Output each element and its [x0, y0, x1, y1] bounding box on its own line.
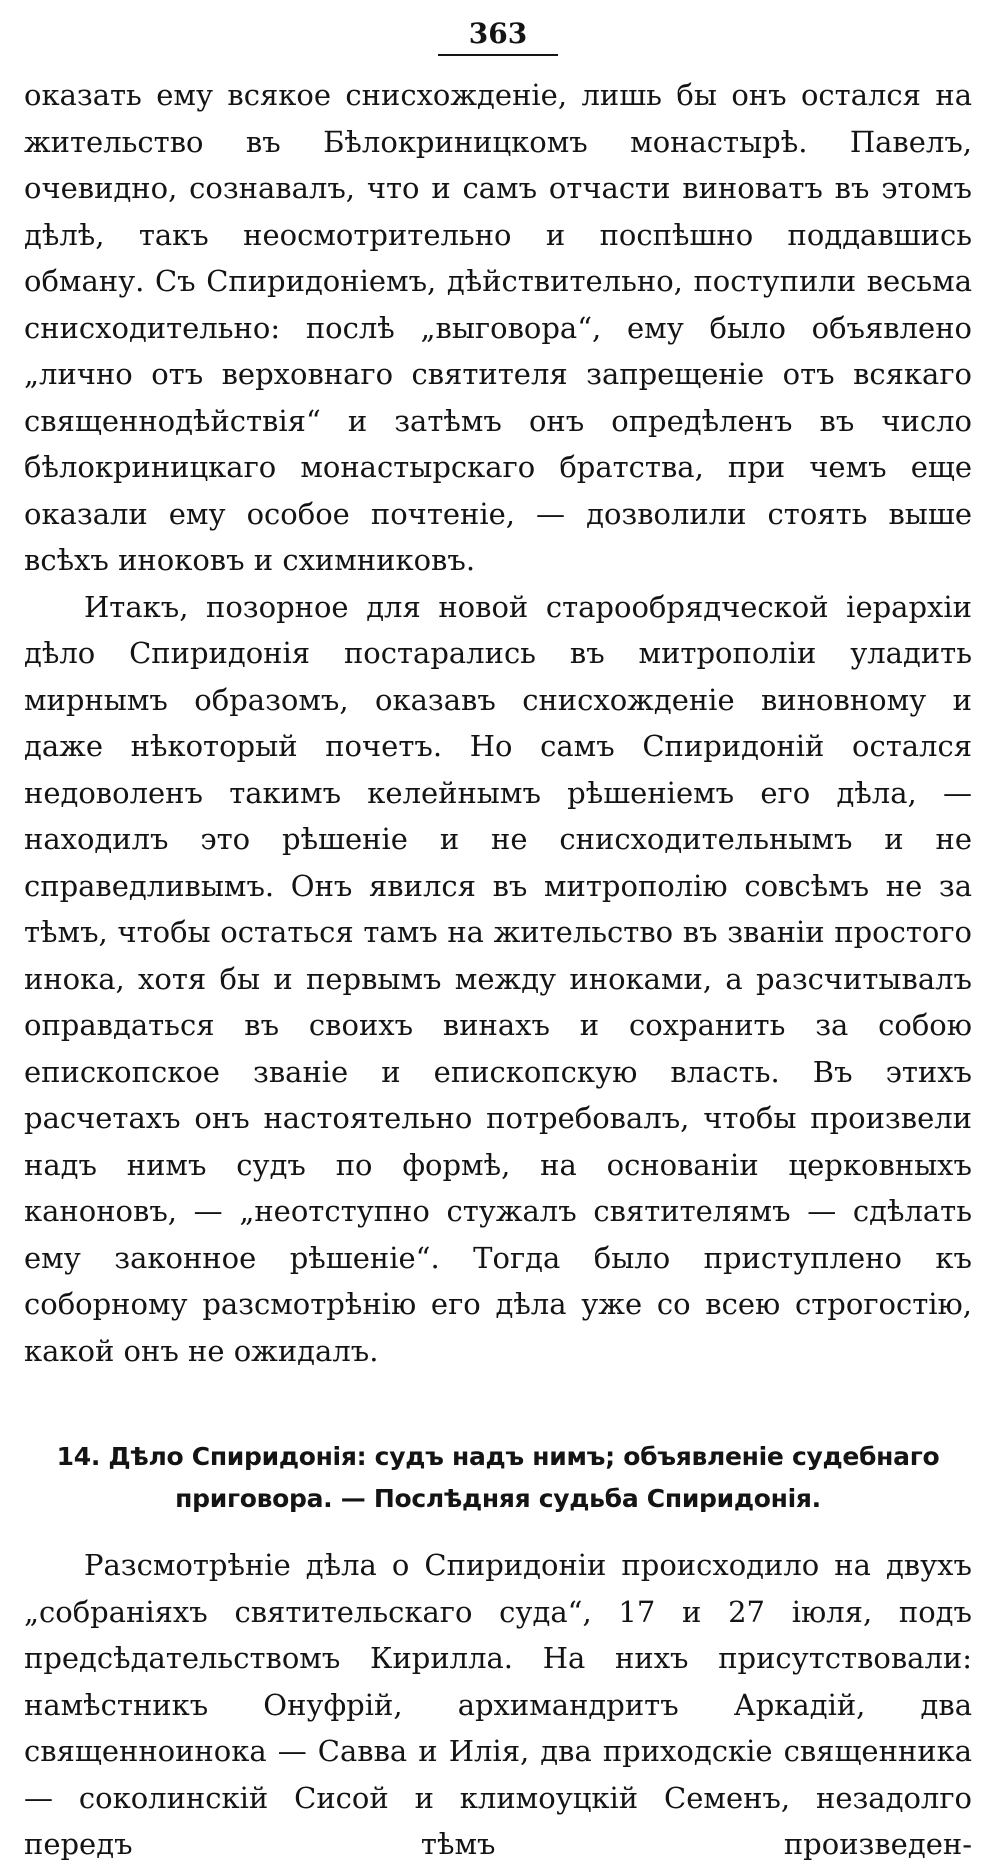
section-heading	[34, 1436, 962, 1520]
page-number: 363	[438, 14, 558, 56]
body-text	[24, 72, 972, 1374]
paragraph-3: Разсмотрѣніе дѣла о Спиридоніи происходило на двухъ „собраніяхъ святительскаго суда“, 17 и 27 іюля, подъ предсѣдательствомъ Кирилла. На нихъ присутствовали: намѣстникъ Онуфрій, архимандритъ Аркадій, два священноинока — Савва и Илія, два приходскіе священника — соколинскій Сисой и климоуцкій Семенъ, незадолго передъ тѣмъ произведен-	[24, 1548, 972, 1861]
section-body-text	[24, 1542, 972, 1868]
section-heading-line-2: приговора. — Послѣдняя судьба Спиридонія.	[175, 1484, 821, 1513]
paragraph-2: Итакъ, позорное для новой старообрядческой іерархіи дѣло Спиридонія постарались въ митрополіи уладить мирнымъ образомъ, оказавъ снисхожденіе виновному и даже нѣкоторый почетъ. Но самъ Спиридоній остался недоволенъ такимъ келейнымъ рѣшеніемъ его дѣла, — находилъ это рѣшеніе и не снисходительнымъ и не справедливымъ. Онъ явился въ митрополію совсѣмъ не за тѣмъ, чтобы остаться тамъ на жительство въ званіи простого инока, хотя бы и первымъ между иноками, а разсчитывалъ оправдаться въ своихъ винахъ и сохранить за собою епископское званіе и епископскую власть. Въ этихъ расчетахъ онъ настоятельно потребовалъ, чтобы произвели надъ нимъ судъ по формѣ, на основаніи церковныхъ каноновъ, — „неотступно стужалъ святителямъ — сдѣлать ему законное рѣшеніе“. Тогда было приступлено къ соборному разсмотрѣнію его дѣла уже со всею строгостію, какой онъ не ожидалъ.	[24, 589, 972, 1368]
paragraph-1: оказать ему всякое снисхожденіе, лишь бы онъ остался на жительство въ Бѣлокриницкомъ монастырѣ. Павелъ, очевидно, сознавалъ, что и самъ отчасти виноватъ въ этомъ дѣлѣ, такъ неосмотрительно и поспѣшно поддавшись обману. Съ Спиридоніемъ, дѣйствительно, поступили весьма снисходительно: послѣ „выговора“, ему было объявлено „лично отъ верховнаго святителя запрещеніе отъ всякаго священнодѣйствія“ и затѣмъ онъ опредѣленъ въ число бѣлокриницкаго монастырскаго братства, при чемъ еще оказали ему особое почтеніе, — дозволили стоять выше всѣхъ иноковъ и схимниковъ.	[24, 78, 972, 577]
section-heading-line-1: 14. Дѣло Спиридонія: судъ надъ нимъ; объявленіе судебнаго	[56, 1442, 940, 1471]
